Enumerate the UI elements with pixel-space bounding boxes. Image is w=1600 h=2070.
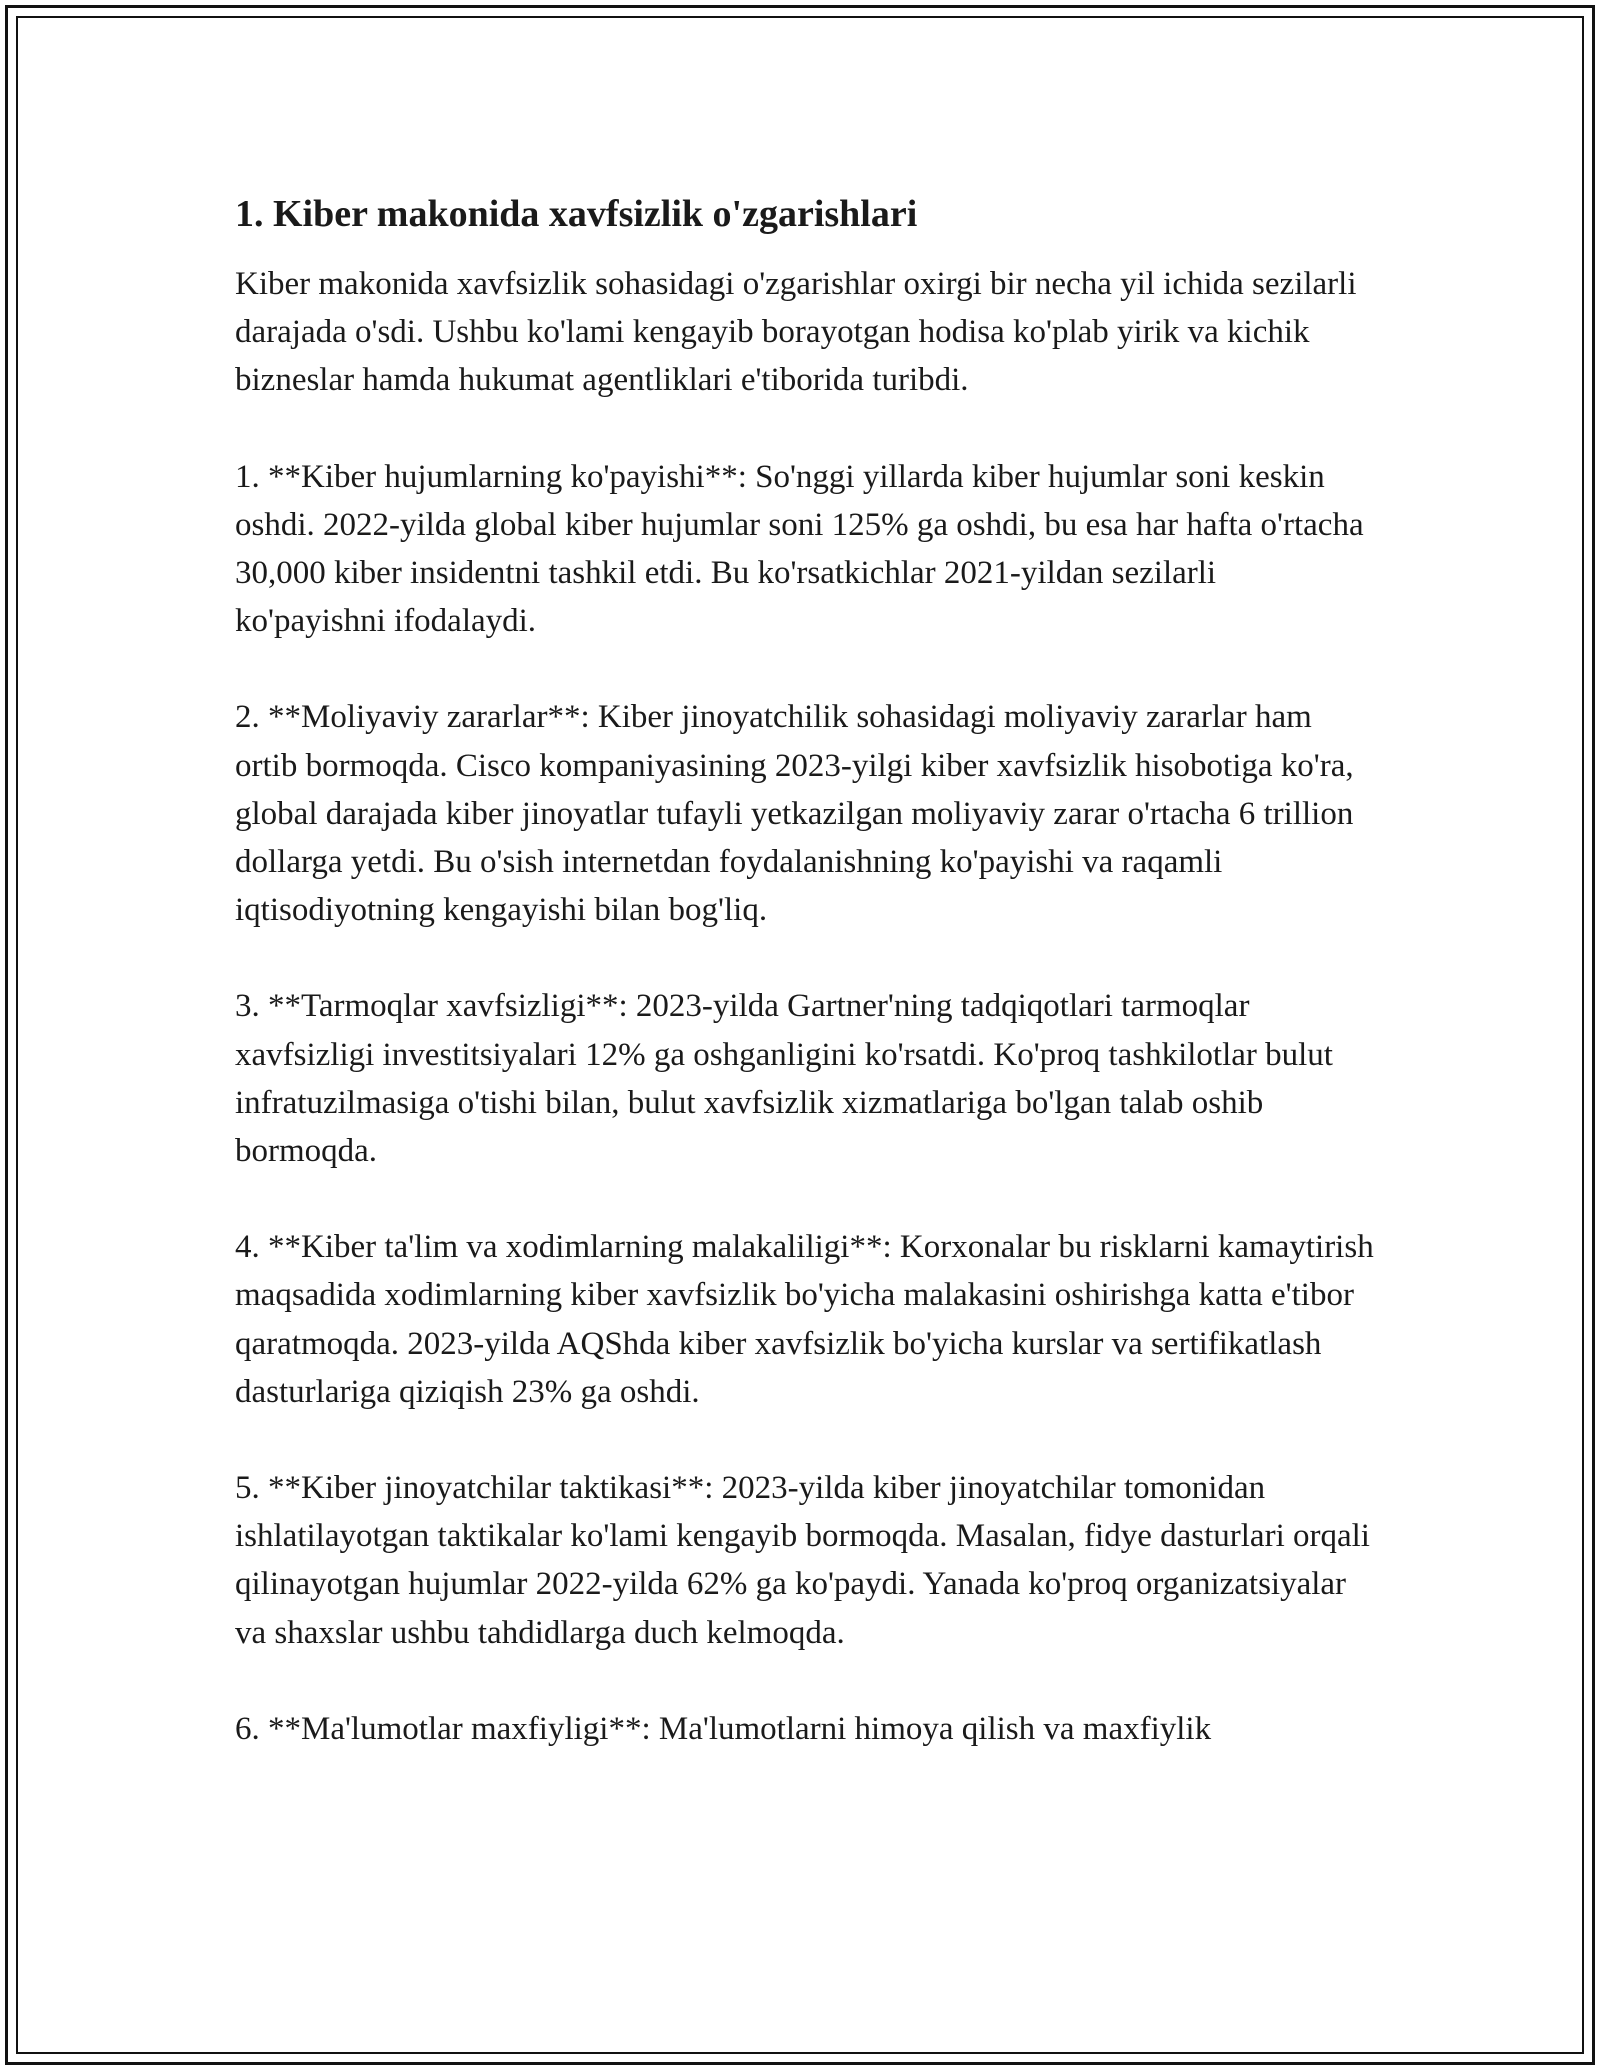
item-criminal-tactics: 5. **Kiber jinoyatchilar taktikasi**: 2023-yilda kiber jinoyatchilar tomonidan ishlatilayotgan taktikalar ko'lami kengayib bormoqda. Masalan, fidye dasturlari orqali qilinayotgan hujumlar 2022-yilda 62% ga ko'paydi. Yanada ko'proq organizatsiyalar va shaxslar ushbu tahdidlarga duch kelmoqda. bbox=[235, 1470, 1370, 1651]
item-financial-losses: 2. **Moliyaviy zararlar**: Kiber jinoyatchilik sohasidagi moliyaviy zararlar ham ortib bormoqda. Cisco kompaniyasining 2023-yilgi kiber xavfsizlik hisobotiga ko'ra, global darajada kiber jinoyatlar tufayli yetkazilgan moliyaviy zarar o'rtacha 6 trillion dollarga yetdi. Bu o'sish internetdan foydalanishning ko'payishi va raqamli iqtisodiyotning kengayishi bilan bog'liq. bbox=[235, 699, 1354, 929]
section-heading: 1. Kiber makonida xavfsizlik o'zgarishlari bbox=[235, 193, 918, 235]
item-cyber-training: 4. **Kiber ta'lim va xodimlarning malakaliligi**: Korxonalar bu risklarni kamaytirish maqsadida xodimlarning kiber xavfsizlik bo'yicha malakasini oshirishga katta e'tibor qaratmoqda. 2023-yilda AQShda kiber xavfsizlik bo'yicha kurslar va sertifikatlash dasturlariga qiziqish 23% ga oshdi. bbox=[235, 1229, 1374, 1410]
item-network-security: 3. **Tarmoqlar xavfsizligi**: 2023-yilda Gartner'ning tadqiqotlari tarmoqlar xavfsizligi investitsiyalari 12% ga oshganligini ko'rsatdi. Ko'proq tashkilotlar bulut infratuzilmasiga o'tishi bilan, bulut xavfsizlik xizmatlariga bo'lgan talab oshib bormoqda. bbox=[235, 988, 1333, 1170]
intro-paragraph: Kiber makonida xavfsizlik sohasidagi o'zgarishlar oxirgi bir necha yil ichida sezilarli darajada o'sdi. Ushbu ko'lami kengayib borayotgan hodisa ko'plab yirik va kichik bizneslar hamda hukumat agentliklari e'tiborida turibdi. bbox=[235, 266, 1357, 399]
item-data-privacy: 6. **Ma'lumotlar maxfiyligi**: Ma'lumotlarni himoya qilish va maxfiylik bbox=[235, 1710, 1212, 1747]
document-body bbox=[235, 186, 1375, 1753]
item-cyber-attacks: 1. **Kiber hujumlarning ko'payishi**: So'nggi yillarda kiber hujumlar soni keskin oshdi. 2022-yilda global kiber hujumlar soni 125% ga oshdi, bu esa har hafta o'rtacha 30,000 kiber insidentni tashkil etdi. Bu ko'rsatkichlar 2021-yildan sezilarli ko'payishni ifodalaydi. bbox=[235, 458, 1364, 640]
